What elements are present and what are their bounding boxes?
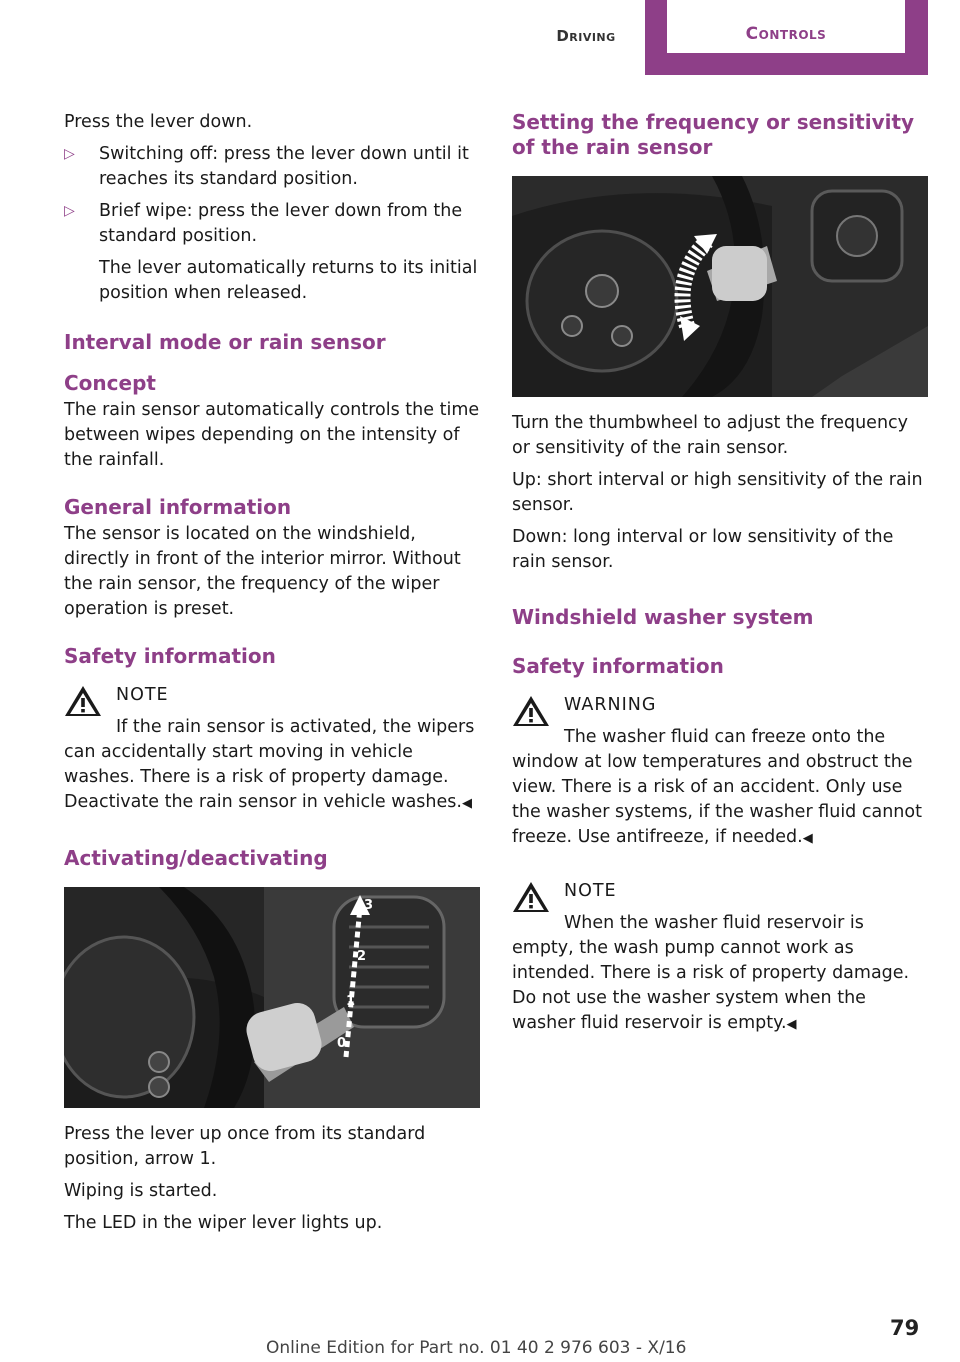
bullet-switching-off [64, 142, 482, 192]
note-text-right: When the washer fluid reservoir is empty, the wash pump cannot work as intended. There is a risk of property damage. Do not use the washer system when the washer fluid reservoir is empty. [512, 913, 910, 1033]
warning-triangle-icon [512, 695, 550, 727]
page-number: 79 [890, 1316, 920, 1340]
edition-footer: Online Edition for Part no. 01 40 2 976 603 - X/16 [266, 1338, 687, 1358]
general-text: The sensor is located on the windshield, directly in front of the interior mirror. Without the rain sensor, the frequency of the wiper operation is preset. [64, 524, 461, 619]
note-label-right: NOTE [564, 881, 617, 901]
intro-text: Press the lever down. [64, 112, 253, 132]
heading-washer-system: Windshield washer system [512, 605, 814, 629]
end-mark-icon: ◀ [461, 796, 472, 811]
up-text: Up: short interval or high sensitivity of the rain sensor. [512, 470, 923, 515]
note-text: If the rain sensor is activated, the wipers can accidentally start moving in vehicle washes. There is a risk of property damage. Deactivate the rain sensor in vehicle washes. [64, 717, 475, 812]
bullet-text: Brief wipe: press the lever down from the standard position. [99, 201, 463, 246]
warning-box [512, 693, 930, 851]
wiper-lever-photo [64, 887, 480, 1108]
note-label: NOTE [116, 685, 169, 705]
right-column [512, 110, 930, 1044]
after-figure-text-2: Wiping is started. [64, 1181, 218, 1201]
after-figure-text-1: Press the lever up once from its standard position, arrow 1. [64, 1124, 426, 1169]
note-text-wrap [64, 715, 482, 816]
after-figure-text-3: The LED in the wiper lever lights up. [64, 1213, 383, 1233]
heading-general-information: General information [64, 495, 292, 519]
position-label-1: 1 [346, 994, 356, 1009]
bullet-brief-wipe [64, 199, 482, 249]
note-box [64, 683, 482, 816]
triangle-bullet-icon: ▷ [64, 203, 75, 219]
heading-activating: Activating/deactivating [64, 846, 328, 870]
bullet-note: The lever automatically returns to its initial position when released. [99, 258, 478, 303]
warning-label: WARNING [564, 695, 657, 715]
heading-setting-frequency: Setting the frequency or sensitivity of the rain sensor [512, 110, 915, 159]
bullet-text: Switching off: press the lever down until it reaches its standard position. [99, 144, 469, 189]
heading-interval-mode: Interval mode or rain sensor [64, 330, 386, 354]
concept-text: The rain sensor automatically controls the time between wipes depending on the intensity of the rainfall. [64, 400, 480, 470]
warning-text: The washer fluid can freeze onto the window at low temperatures and obstruct the view. There is a risk of an accident. Only use the washer systems, if the washer fluid cannot freeze. Use antifreeze, if needed. [512, 727, 922, 847]
left-column [64, 110, 482, 1243]
warning-text-wrap [512, 725, 930, 851]
heading-safety-information-right: Safety information [512, 654, 724, 678]
thumbwheel-text: Turn the thumbwheel to adjust the frequency or sensitivity of the rain sensor. [512, 413, 909, 458]
section-label: Driving [556, 27, 616, 45]
chapter-tab[interactable]: Controls [667, 0, 905, 53]
note-text-wrap-right [512, 911, 930, 1037]
position-label-2: 2 [357, 949, 367, 964]
heading-concept: Concept [64, 371, 156, 395]
thumbwheel-photo [512, 176, 928, 397]
note-box-right [512, 879, 930, 1037]
end-mark-icon: ◀ [802, 831, 813, 846]
heading-safety-information: Safety information [64, 644, 276, 668]
warning-triangle-icon [512, 881, 550, 913]
end-mark-icon: ◀ [786, 1017, 797, 1032]
down-text: Down: long interval or low sensitivity of the rain sensor. [512, 527, 894, 572]
warning-triangle-icon [64, 685, 102, 717]
position-label-0: 0 [337, 1036, 347, 1051]
position-label-3: 3 [364, 898, 374, 913]
triangle-bullet-icon: ▷ [64, 146, 75, 162]
